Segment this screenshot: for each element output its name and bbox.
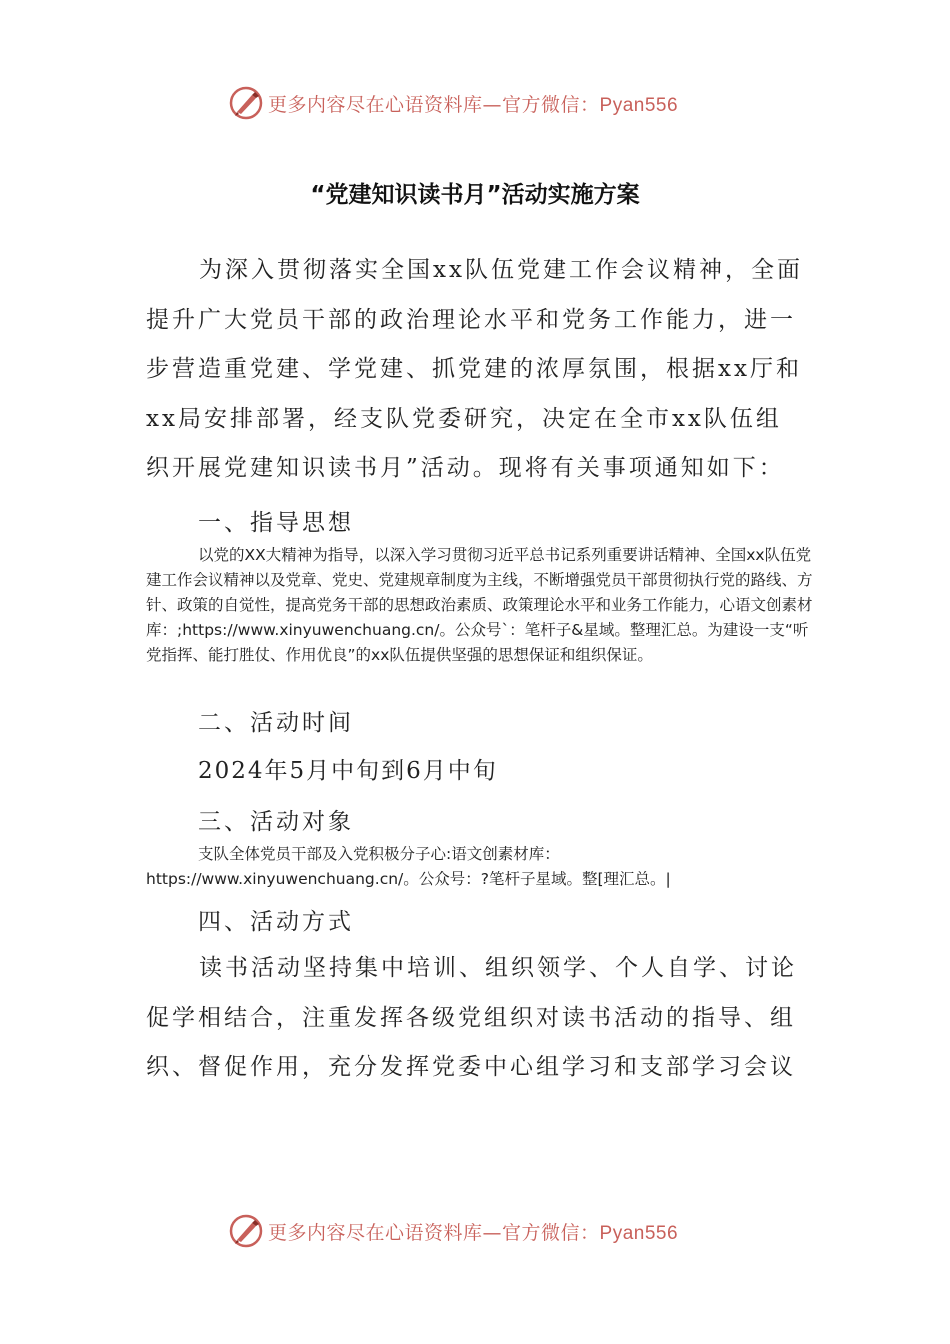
footer-banner — [228, 1211, 748, 1251]
section-body-1: 以党的XX大精神为指导，以深入学习贯彻习近平总书记系列重要讲话精神、全国xx队伍党建工作会议精神以及党章、党史、党建规章制度为主线，不断增强党员干部贯彻执行党的路线、方针、政策的自觉性，提高党务干部的思想政治素质、政策理论水平和业务工作能力，心语文创素材库：;https://www.xinyuwenchuang.cn/。公众号`：笔杆子&星域。整理汇总。为建设一支“听党指挥、能打胜仗、作用优良”的xx队伍提供坚强的思想保证和组织保证。 — [146, 546, 813, 664]
section-body-2: 2024年5月中旬到6月中旬 — [198, 758, 498, 784]
section-heading-3: 三、活动对象 — [198, 809, 354, 835]
section-body-3: 支队全体党员干部及入党积极分子心:语文创素材库：https://www.xinyuwenchuang.cn/。公众号：?笔杆子星域。整[理汇总。| — [146, 845, 671, 888]
pen-logo-icon — [228, 85, 264, 121]
pen-logo-icon — [228, 1213, 264, 1249]
section-heading-2: 二、活动时间 — [198, 710, 354, 736]
header-banner — [228, 83, 748, 123]
banner-account: Pyan556 — [599, 1222, 679, 1244]
section-body-4: 读书活动坚持集中培训、组织领学、个人自学、讨论促学相结合，注重发挥各级党组织对读书活动的指导、组织、督促作用，充分发挥党委中心组学习和支部学习会议 — [146, 955, 797, 1080]
banner-text — [268, 90, 678, 117]
intro-paragraph: 为深入贯彻落实全国xx队伍党建工作会议精神，全面提升广大党员干部的政治理论水平和党务工作能力，进一步营造重党建、学党建、抓党建的浓厚氛围，根据xx厅和xx局安排部署，经支队党委研究，决定在全市xx队伍组织开展党建知识读书月”活动。现将有关事项通知如下： — [146, 257, 803, 481]
banner-slogan: 更多内容尽在心语资料库—官方微信： — [268, 1221, 600, 1244]
section-heading-1: 一、指导思想 — [198, 510, 354, 536]
section-heading-4: 四、活动方式 — [198, 909, 354, 935]
banner-account: Pyan556 — [599, 94, 679, 116]
document-title: “党建知识读书月”活动实施方案 — [310, 182, 640, 208]
banner-slogan: 更多内容尽在心语资料库—官方微信： — [268, 93, 600, 116]
banner-text — [268, 1218, 678, 1245]
